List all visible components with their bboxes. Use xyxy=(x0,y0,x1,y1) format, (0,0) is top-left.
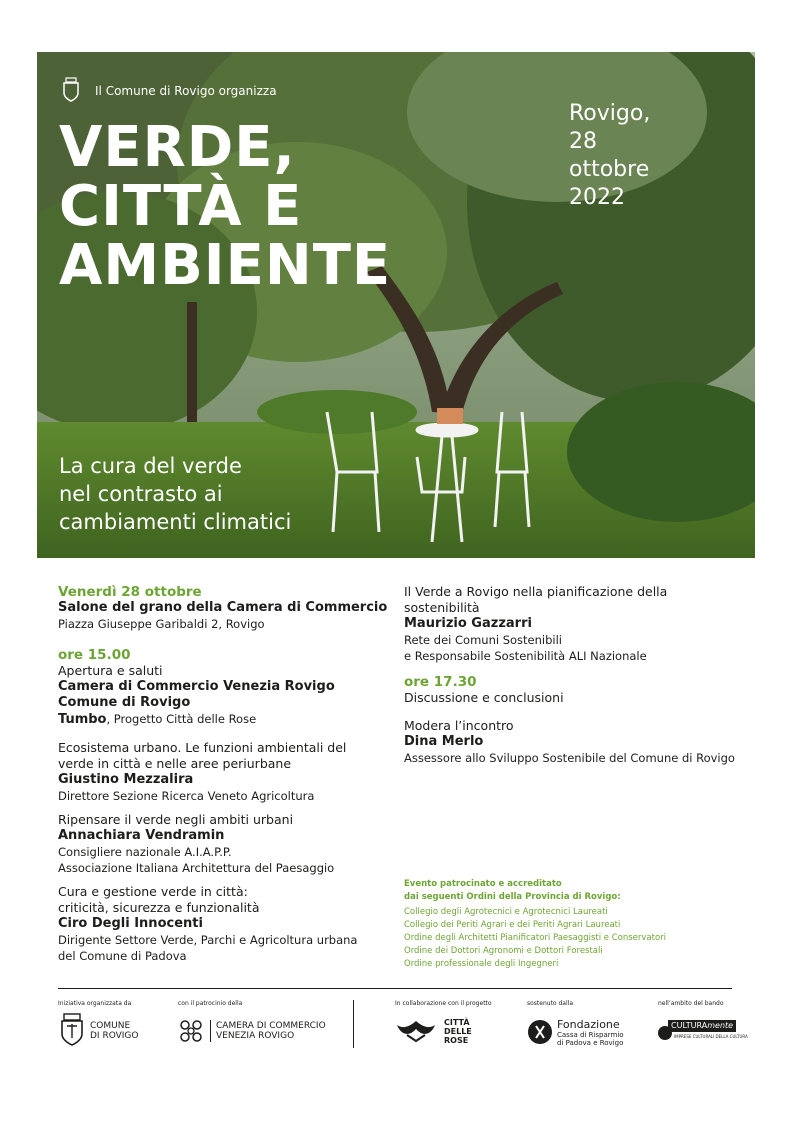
subtitle-line: La cura del verde xyxy=(59,454,242,478)
place-line: Rovigo, xyxy=(569,101,651,126)
speaker-role: Direttore Sezione Ricerca Veneto Agricoltura xyxy=(58,789,315,803)
speaker-role xyxy=(404,632,754,664)
fondazione-logo-text xyxy=(557,1019,624,1047)
speaker-name: Ciro Degli Innocenti xyxy=(58,916,203,931)
culturalmente-subtitle: IMPRESE CULTURALI DELLA CULTURA xyxy=(674,1034,748,1039)
venue: Salone del grano della Camera di Commercio xyxy=(58,600,388,615)
moderator-name: Dina Merlo xyxy=(404,734,484,749)
closing-label: Discussione e conclusioni xyxy=(404,690,564,705)
title-line: VERDE, xyxy=(59,115,296,180)
greeting-speaker: Comune di Rovigo xyxy=(58,695,191,710)
tumbo-name: Tumbo xyxy=(58,712,107,727)
comune-logo-line: DI ROVIGO xyxy=(90,1031,139,1041)
footer-label-collaboration: In collaborazione con il progetto xyxy=(395,1000,492,1007)
talk-title xyxy=(58,884,388,916)
place-line: 28 xyxy=(569,129,597,154)
order-item: Ordine dei Dottori Agronomi e Dottori Forestali xyxy=(404,946,603,956)
speaker-role-line: Dirigente Settore Verde, Parchi e Agricoltura urbana xyxy=(58,933,358,947)
speaker-name: Annachiara Vendramin xyxy=(58,828,225,843)
patronage-heading-line: Evento patrocinato e accreditato xyxy=(404,879,562,889)
moderator-role: Assessore allo Sviluppo Sostenibile del Comune di Rovigo xyxy=(404,751,735,765)
place-line: ottobre xyxy=(569,157,650,182)
camera-logo-line: VENEZIA ROVIGO xyxy=(216,1031,295,1041)
speaker-name: Giustino Mezzalira xyxy=(58,772,194,787)
speaker-role-line: Associazione Italiana Architettura del Paesaggio xyxy=(58,861,335,875)
talk-title xyxy=(58,740,388,772)
camera-logo-line: CAMERA DI COMMERCIO xyxy=(216,1021,326,1031)
place-line: 2022 xyxy=(569,185,625,210)
footer-label-support: sostenuto dalla xyxy=(527,1000,573,1007)
event-date: Venerdì 28 ottobre xyxy=(58,584,202,600)
patronage-heading-line: dai seguenti Ordini della Provincia di Rovigo: xyxy=(404,892,621,902)
order-item: Collegio dei Periti Agrari e dei Periti Agrari Laureati xyxy=(404,920,621,930)
order-item: Ordine degli Architetti Pianificatori Paesaggisti e Conservatori xyxy=(404,933,667,943)
event-title xyxy=(59,115,392,298)
camera-logo-text xyxy=(216,1021,326,1041)
speaker-role xyxy=(58,932,388,964)
citta-logo-text xyxy=(444,1018,472,1045)
footer-label-patronage: con il patrocinio della xyxy=(178,1000,243,1007)
speaker-role-line: del Comune di Padova xyxy=(58,949,187,963)
citta-logo-line: DELLE xyxy=(444,1027,472,1036)
patronage-list xyxy=(404,878,734,971)
speaker-role-line: Consigliere nazionale A.I.A.P.P. xyxy=(58,845,232,859)
talk-title-line: criticità, sicurezza e funzionalità xyxy=(58,900,260,915)
moderator-label: Modera l’incontro xyxy=(404,718,514,733)
camera-commercio-logo-icon xyxy=(178,1018,204,1044)
patronage-heading xyxy=(404,878,734,904)
citta-delle-rose-logo-icon xyxy=(395,1019,437,1043)
greeting-speaker: Camera di Commercio Venezia Rovigo xyxy=(58,679,335,694)
tumbo-line xyxy=(58,711,388,728)
fondazione-logo-line: Fondazione xyxy=(557,1018,620,1031)
camera-logo-divider xyxy=(210,1020,211,1042)
subtitle-line: cambiamenti climatici xyxy=(59,510,292,534)
title-line: CITTÀ E xyxy=(59,174,303,239)
address: Piazza Giuseppe Garibaldi 2, Rovigo xyxy=(58,617,265,631)
talk-title-line: Ecosistema urbano. Le funzioni ambientali del xyxy=(58,740,347,755)
culturalmente-wordmark xyxy=(668,1020,736,1032)
talk-title xyxy=(404,584,754,616)
order-list xyxy=(404,906,734,971)
speaker-role-line: Rete dei Comuni Sostenibili xyxy=(404,633,562,647)
talk-title-line: Cura e gestione verde in città: xyxy=(58,884,248,899)
closing-time: ore 17.30 xyxy=(404,674,477,690)
title-line: AMBIENTE xyxy=(59,233,392,298)
culturalmente-word-italic: mente xyxy=(707,1021,734,1030)
comune-logo-line: COMUNE xyxy=(90,1021,131,1031)
comune-logo-text xyxy=(90,1021,139,1041)
culturalmente-logo xyxy=(658,1020,748,1044)
footer-label-organizer: Iniziativa organizzata da xyxy=(58,1000,132,1007)
comune-crest-icon xyxy=(61,76,81,102)
event-subtitle xyxy=(59,452,291,536)
citta-logo-line: ROSE xyxy=(444,1036,469,1045)
program-right-column xyxy=(404,584,754,766)
footer-separator xyxy=(353,1000,354,1048)
fondazione-logo-line: di Padova e Rovigo xyxy=(557,1039,624,1047)
subtitle-line: nel contrasto ai xyxy=(59,482,223,506)
talk-title-line: sostenibilità xyxy=(404,600,480,615)
order-item: Ordine professionale degli Ingegneri xyxy=(404,959,559,969)
start-time: ore 15.00 xyxy=(58,647,131,663)
speaker-role xyxy=(58,844,388,876)
footer-label-call: nell’ambito del bando xyxy=(658,1000,724,1007)
order-item: Collegio degli Agrotecnici e Agrotecnici Laureati xyxy=(404,907,608,917)
comune-rovigo-crest-icon xyxy=(58,1012,86,1046)
footer-divider xyxy=(58,988,732,989)
organizer-text: Il Comune di Rovigo organizza xyxy=(95,84,277,98)
fondazione-logo-line: Cassa di Risparmio xyxy=(557,1031,624,1039)
fondazione-logo-icon xyxy=(527,1019,553,1045)
opening-label: Apertura e saluti xyxy=(58,663,163,678)
talk-title-line: verde in città e nelle aree periurbane xyxy=(58,756,292,771)
hero-photo xyxy=(37,52,755,558)
program-left-column xyxy=(58,584,388,964)
place-date xyxy=(569,100,650,212)
citta-logo-line: CITTÀ xyxy=(444,1018,470,1027)
speaker-role-line: e Responsabile Sostenibilità ALI Nazionale xyxy=(404,649,647,663)
talk-title: Ripensare il verde negli ambiti urbani xyxy=(58,812,294,827)
speaker-name: Maurizio Gazzarri xyxy=(404,616,532,631)
tumbo-project: , Progetto Città delle Rose xyxy=(106,712,257,726)
talk-title-line: Il Verde a Rovigo nella pianificazione della xyxy=(404,584,668,599)
culturalmente-word: CULTURA xyxy=(671,1021,708,1030)
